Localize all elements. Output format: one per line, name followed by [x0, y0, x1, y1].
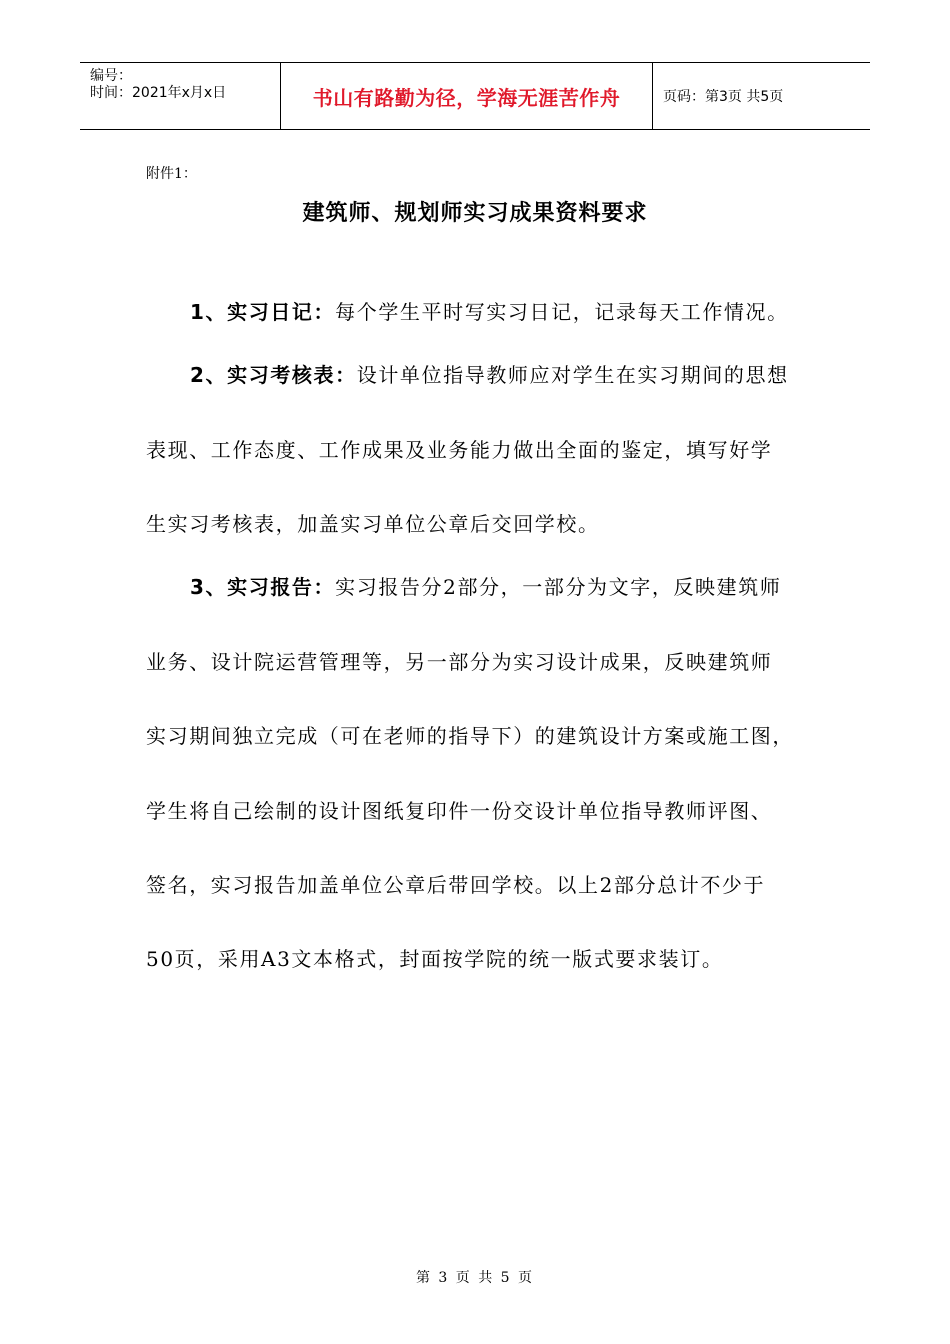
item-3-text: 实习报告分2部分，一部分为文字，反映建筑师: [335, 575, 782, 599]
item-3-line-4: 学生将自己绘制的设计图纸复印件一份交设计单位指导教师评图、: [146, 799, 773, 823]
item-1-text: 每个学生平时写实习日记，记录每天工作情况。: [335, 300, 789, 324]
item-3-line-1: [190, 571, 781, 600]
item-3-label: 3、实习报告：: [190, 575, 336, 599]
item-3-line-6: 50页，采用A3文本格式，封面按学院的统一版式要求装订。: [146, 947, 724, 971]
header-page-info: 页码：第3页 共5页: [663, 89, 784, 105]
item-3-line-3: 实习期间独立完成（可在老师的指导下）的建筑设计方案或施工图，: [146, 724, 794, 748]
page-footer: 第 3 页 共 5 页: [415, 1270, 535, 1286]
item-2-label: 2、实习考核表：: [190, 363, 357, 387]
item-2-line-2: 表现、工作态度、工作成果及业务能力做出全面的鉴定，填写好学: [146, 438, 773, 462]
item-2-text: 设计单位指导教师应对学生在实习期间的思想: [356, 363, 789, 387]
item-2-line-3: 生实习考核表，加盖实习单位公章后交回学校。: [146, 512, 600, 536]
header-meta: [80, 63, 281, 129]
header-motto: 书山有路勤为径，学海无涯苦作舟: [281, 63, 653, 129]
document-title: 建筑师、规划师实习成果资料要求: [302, 201, 648, 226]
item-1-line-1: [190, 296, 789, 325]
document-date: 时间：2021年x月x日: [90, 85, 227, 101]
item-3-line-5: 签名，实习报告加盖单位公章后带回学校。以上2部分总计不少于: [146, 873, 766, 897]
document-number-label: 编号：: [90, 68, 132, 84]
annex-label: 附件1：: [146, 166, 197, 182]
item-3-line-2: 业务、设计院运营管理等，另一部分为实习设计成果，反映建筑师: [146, 650, 773, 674]
item-2-line-1: [190, 359, 789, 388]
page-header: [80, 62, 870, 130]
item-1-label: 1、实习日记：: [190, 300, 336, 324]
